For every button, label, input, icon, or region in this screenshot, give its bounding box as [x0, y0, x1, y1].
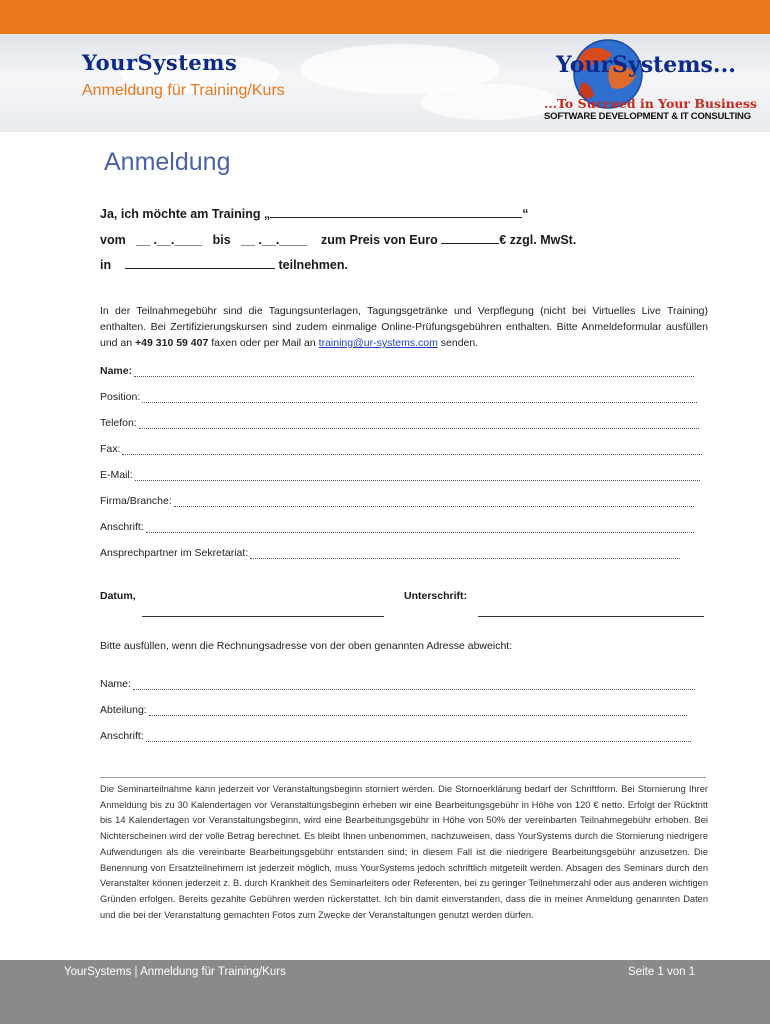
location-line — [100, 256, 348, 272]
date-label: Datum, — [100, 590, 136, 602]
field-name[interactable]: Name: — [100, 365, 705, 379]
start-date-field[interactable]: __ .__.____ — [136, 233, 203, 247]
billing-anschrift-field[interactable]: Anschrift: — [100, 730, 705, 744]
intro-text: In der Teilnahmegebühr sind die Tagungsunterlagen, Tagungsgetränke und Verpflegung (nicht bei Virtuelles Live Training) enthalten. Bei Zertifizierungskursen sind zudem einmalige Online-Prüfungsgebühren enthalten. Bitte Anmeldeformular ausfüllen und an — [100, 305, 708, 349]
price-field[interactable] — [441, 231, 499, 244]
field-anschrift[interactable]: Anschrift: — [100, 521, 705, 535]
document-subtitle: Anmeldung für Training/Kurs — [82, 82, 285, 99]
price-label: zum Preis von Euro — [321, 233, 438, 247]
date-price-line — [100, 231, 576, 247]
field-position[interactable]: Position: — [100, 391, 705, 405]
training-name-field[interactable] — [270, 205, 522, 218]
terms-divider — [100, 777, 706, 778]
fax-number: +49 310 59 407 — [135, 337, 209, 349]
billing-name-field[interactable]: Name: — [100, 678, 705, 692]
date-signature-line[interactable] — [142, 616, 384, 617]
field-fax[interactable]: Fax: — [100, 443, 705, 457]
training-line — [100, 205, 528, 221]
intro-middle: faxen oder per Mail an — [211, 337, 316, 349]
field-telefon[interactable]: Telefon: — [100, 417, 705, 431]
price-suffix: € zzgl. MwSt. — [499, 233, 577, 247]
signature-label: Unterschrift: — [404, 590, 468, 602]
page-number: Seite 1 von 1 — [628, 966, 696, 978]
end-date-field[interactable]: __ .__.____ — [241, 233, 308, 247]
billing-note: Bitte ausfüllen, wenn die Rechnungsadresse von der oben genannten Adresse abweicht: — [100, 640, 513, 652]
vom-label: vom — [100, 233, 126, 247]
participate-label: teilnehmen. — [278, 258, 348, 272]
terms-text: Die Seminarteilnahme kann jederzeit vor Veranstaltungsbeginn storniert werden. Die Stornoerklärung bedarf der Schriftform. Bei Stornierung Ihrer Anmeldung bis zu 30 Kalendertagen vor Veranstaltungsbeginn erheben wir eine Bearbeitungsgebühr in Höhe von 120 € netto. Erfolgt der Rücktritt bis 14 Kalendertagen vor Veranstaltungsbeginn, wird eine Bearbeitungsgebühr in Höhe von 50% der vereinbarten Teilnahmegebühr erhoben. Bei Nichterscheinen wird der volle Betrag berechnet. Es bleibt Ihnen unbenommen, nachzuweisen, dass YourSystems durch die Stornierung niedrigere Aufwendungen als die vereinbarte Bearbeitungsgebühr entstanden sind; in diesem Fall ist die niedrigere Bearbeitungsgebühr anzusetzen. Die Benennung von Ersatzteilnehmern ist jederzeit möglich, muss YourSystems jedoch schriftlich mitgeteilt werden. Absagen des Seminars durch den Veranstalter können jederzeit z. B. durch Krankheit des Seminarleiters oder Referenten, bei zu geringer Teilnehmerzahl oder aus anderen wichtigen Gründen erfolgen. Bereits gezahlte Gebühren werden rückerstattet. Ich bin damit einverstanden, dass die in meiner Anmeldung genannten Daten und die bei der Veranstaltung gemachten Fotos zum Zwecke der Veranstaltungen genutzt werden dürfen. — [100, 784, 708, 920]
brand-name: YourSystems — [82, 50, 238, 75]
field-ansprechpartner[interactable]: Ansprechpartner im Sekretariat: — [100, 547, 705, 561]
intro-end: senden. — [440, 337, 479, 349]
location-field[interactable] — [125, 256, 275, 269]
logo-subline: SOFTWARE DEVELOPMENT & IT CONSULTING — [544, 111, 751, 122]
intro-paragraph — [100, 303, 708, 351]
training-suffix: “ — [522, 207, 529, 221]
field-email[interactable]: E-Mail: — [100, 469, 705, 483]
signature-line[interactable] — [478, 616, 704, 617]
logo-name: YourSystems... — [556, 52, 736, 78]
page-title: Anmeldung — [104, 148, 231, 176]
field-firma[interactable]: Firma/Branche: — [100, 495, 705, 509]
training-prefix: Ja, ich möchte am Training „ — [100, 207, 271, 221]
top-accent-bar — [0, 0, 770, 34]
billing-abteilung-field[interactable]: Abteilung: — [100, 704, 705, 718]
logo-tagline: ...To Succeed in Your Business — [544, 96, 757, 111]
email-link[interactable]: training@ur-systems.com — [318, 337, 438, 349]
in-label: in — [100, 258, 112, 272]
footer-left-text: YourSystems | Anmeldung für Training/Kurs — [64, 966, 286, 978]
bis-label: bis — [212, 233, 231, 247]
